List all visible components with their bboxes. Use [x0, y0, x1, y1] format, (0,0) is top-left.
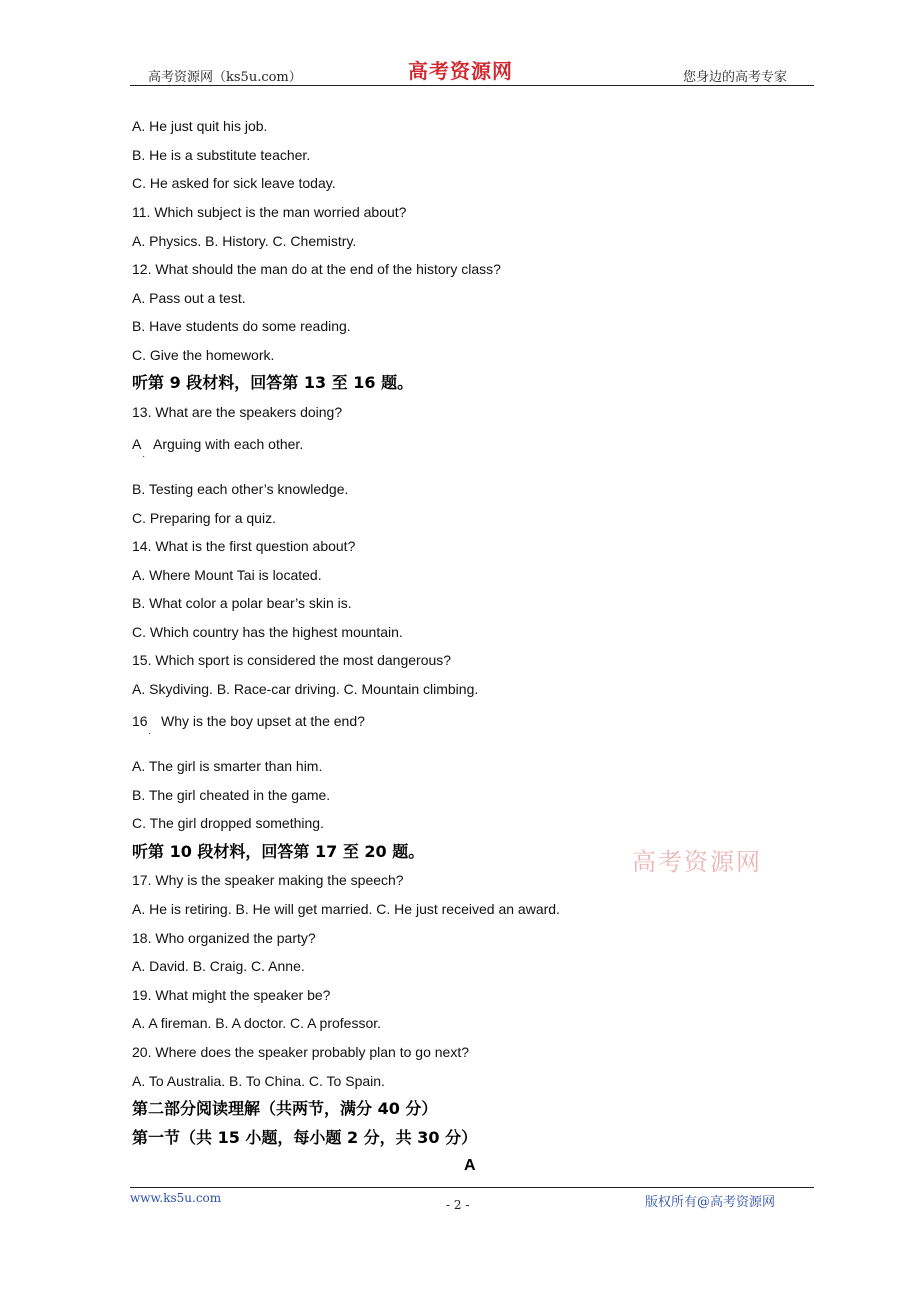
watermark-logo: 高考资源网	[632, 848, 762, 876]
footer-divider	[130, 1187, 814, 1188]
option-line: B. The girl cheated in the game.	[132, 787, 331, 803]
passage-letter: A	[464, 1157, 476, 1174]
option-line: A. Pass out a test.	[132, 290, 246, 306]
dot-mark: ·	[148, 728, 152, 739]
dot-mark: ·	[142, 451, 146, 462]
header-divider	[130, 85, 814, 86]
option-line: C. Preparing for a quiz.	[132, 510, 276, 526]
option-line: A. The girl is smarter than him.	[132, 758, 323, 774]
option-line: C. Give the homework.	[132, 347, 275, 363]
option-line: A. He is retiring. B. He will get married. C. He just received an award.	[132, 901, 560, 917]
question-line: 11. Which subject is the man worried about?	[132, 204, 407, 220]
question-line: 15. Which sport is considered the most dangerous?	[132, 652, 452, 668]
option-line: A. A fireman. B. A doctor. C. A professor.	[132, 1015, 382, 1031]
question-line: 17. Why is the speaker making the speech?	[132, 872, 404, 888]
section-heading: 听第 10 段材料，回答第 17 至 20 题。	[132, 842, 425, 861]
section-heading: 听第 9 段材料，回答第 13 至 16 题。	[132, 373, 414, 392]
option-line: A. Where Mount Tai is located.	[132, 567, 322, 583]
option-line: C. He asked for sick leave today.	[132, 175, 336, 191]
option-line: A. Physics. B. History. C. Chemistry.	[132, 233, 357, 249]
option-line: A. He just quit his job.	[132, 118, 268, 134]
option-line: B. What color a polar bear’s skin is.	[132, 595, 352, 611]
question-line: 19. What might the speaker be?	[132, 987, 331, 1003]
question-line: 14. What is the first question about?	[132, 538, 356, 554]
option-text: Arguing with each other.	[153, 436, 304, 452]
footer-site-link[interactable]: www.ks5u.com	[130, 1191, 222, 1205]
option-line: A. Skydiving. B. Race-car driving. C. Mountain climbing.	[132, 681, 479, 697]
question-text: Why is the boy upset at the end?	[161, 713, 365, 729]
option-line: A. To Australia. B. To China. C. To Spain.	[132, 1073, 385, 1089]
question-line: 20. Where does the speaker probably plan to go next?	[132, 1044, 469, 1060]
option-line: C. Which country has the highest mountain.	[132, 624, 403, 640]
part-heading: 第二部分阅读理解（共两节，满分 40 分）	[132, 1099, 438, 1118]
header-slogan: 您身边的高考专家	[683, 70, 788, 85]
section-heading: 第一节（共 15 小题，每小题 2 分，共 30 分）	[132, 1128, 478, 1147]
option-label: A	[132, 436, 142, 452]
question-number: 16	[132, 713, 148, 729]
option-line: A. David. B. Craig. C. Anne.	[132, 958, 305, 974]
header-site-name: 高考资源网（ks5u.com）	[148, 70, 302, 85]
option-line: B. He is a substitute teacher.	[132, 147, 311, 163]
question-line: 18. Who organized the party?	[132, 930, 316, 946]
header-logo: 高考资源网	[408, 59, 513, 83]
option-line: C. The girl dropped something.	[132, 815, 324, 831]
question-line: 13. What are the speakers doing?	[132, 404, 343, 420]
option-line: B. Have students do some reading.	[132, 318, 351, 334]
option-line: B. Testing each other’s knowledge.	[132, 481, 349, 497]
question-line: 12. What should the man do at the end of the history class?	[132, 261, 501, 277]
page-number: - 2 -	[446, 1198, 470, 1212]
footer-copyright: 版权所有@高考资源网	[645, 1195, 776, 1210]
